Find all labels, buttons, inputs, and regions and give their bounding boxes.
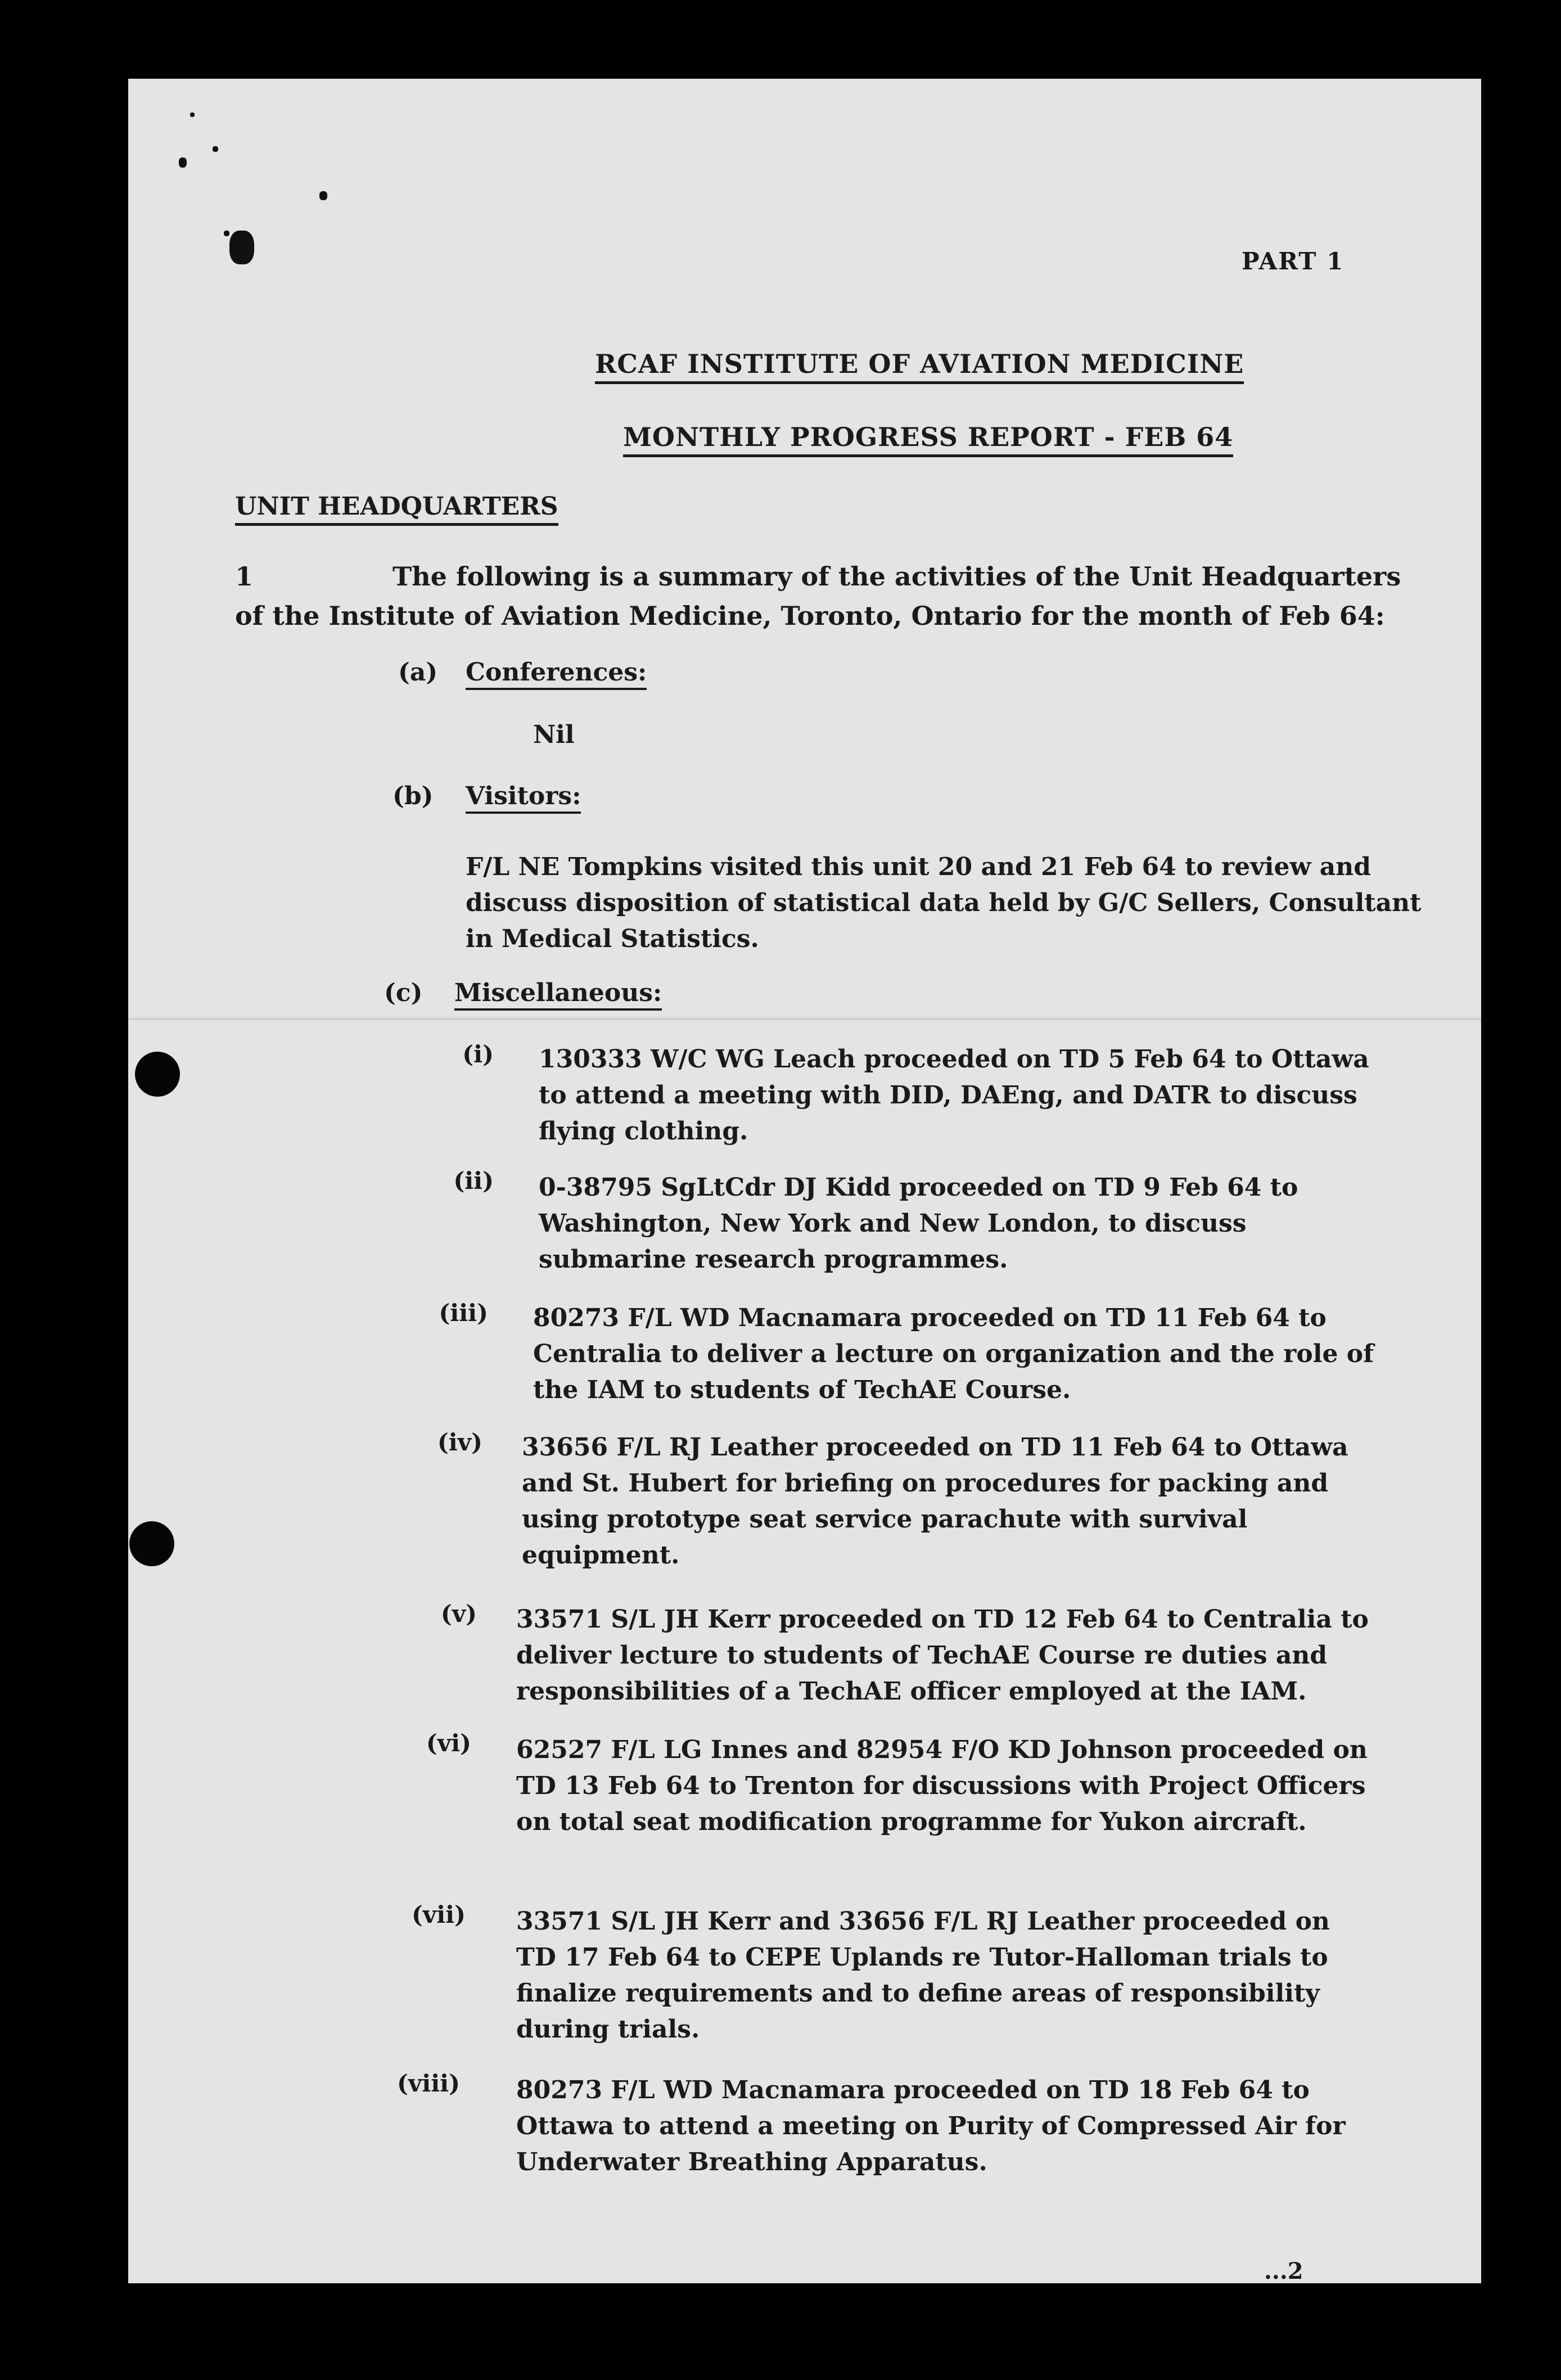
punch-hole bbox=[135, 1052, 180, 1097]
continuation-marker: ...2 bbox=[1264, 2258, 1303, 2283]
item-number: (ii) bbox=[453, 1167, 494, 1194]
ink-speck bbox=[319, 191, 327, 200]
item-text: 33571 S/L JH Kerr and 33656 F/L RJ Leather proceeded on TD 17 Feb 64 to CEPE Uplands re Tutor-Halloman trials to finalize requirements and to define areas of responsibility during trials. bbox=[516, 1907, 1330, 2044]
item-number: (iv) bbox=[437, 1428, 482, 1456]
ink-speck bbox=[190, 112, 195, 117]
item-number: (v) bbox=[440, 1600, 477, 1628]
item-text: 80273 F/L WD Macnamara proceeded on TD 11 Feb 64 to Centralia to deliver a lecture on organization and the role of the IAM to students of TechAE Course. bbox=[533, 1304, 1374, 1404]
visitors-text: F/L NE Tompkins visited this unit 20 and 21 Feb 64 to review and discuss disposition of statistical data held by G/C Sellers, Consultant in Medical Statistics. bbox=[466, 853, 1422, 953]
item-number: (iii) bbox=[439, 1299, 488, 1327]
ink-speck bbox=[179, 157, 187, 168]
item-number: (i) bbox=[462, 1040, 494, 1068]
paragraph-number: 1 bbox=[235, 561, 254, 592]
item-text: 80273 F/L WD Macnamara proceeded on TD 18 Feb 64 to Ottawa to attend a meeting on Purity of Compressed Air for Underwater Breathing Apparatus. bbox=[516, 2076, 1346, 2176]
report-title: RCAF INSTITUTE OF AVIATION MEDICINE bbox=[595, 349, 1244, 384]
item-number: (vii) bbox=[411, 1901, 466, 1928]
item-number: (viii) bbox=[396, 2070, 460, 2097]
conferences-text: Nil bbox=[533, 720, 575, 749]
intro-text: The following is a summary of the activities of the Unit Headquarters of the Institute of Aviation Medicine, Toronto, Ontario for the month of Feb 64: bbox=[235, 561, 1401, 631]
item-text: 62527 F/L LG Innes and 82954 F/O KD Johnson proceeded on TD 13 Feb 64 to Trenton for discussions with Project Officers on total seat modification programme for Yukon aircraft. bbox=[516, 1736, 1368, 1836]
page-fold-line bbox=[128, 1018, 1481, 1020]
visitors-heading: Visitors: bbox=[466, 782, 581, 814]
ink-speck bbox=[229, 231, 254, 264]
part-label: PART 1 bbox=[1242, 247, 1345, 275]
section-heading: UNIT HEADQUARTERS bbox=[235, 492, 558, 526]
intro-paragraph bbox=[235, 557, 1405, 635]
misc-heading: Miscellaneous: bbox=[454, 979, 662, 1011]
report-subtitle: MONTHLY PROGRESS REPORT - FEB 64 bbox=[623, 422, 1233, 457]
punch-hole bbox=[129, 1521, 174, 1566]
item-text: 33571 S/L JH Kerr proceeded on TD 12 Feb 64 to Centralia to deliver lecture to students of TechAE Course re duties and responsibilities of a TechAE officer employed at the IAM. bbox=[516, 1605, 1369, 1706]
item-text: 33656 F/L RJ Leather proceeded on TD 11 Feb 64 to Ottawa and St. Hubert for briefing on procedures for packing and using prototype seat service parachute with survival equipment. bbox=[522, 1433, 1348, 1570]
item-text: 130333 W/C WG Leach proceeded on TD 5 Feb 64 to Ottawa to attend a meeting with DID, DAEng, and DATR to discuss flying clothing. bbox=[539, 1045, 1369, 1146]
item-text: 0-38795 SgLtCdr DJ Kidd proceeded on TD 9 Feb 64 to Washington, New York and New London, to discuss submarine research programmes. bbox=[539, 1173, 1298, 1274]
conferences-heading: Conferences: bbox=[466, 658, 647, 690]
ink-speck bbox=[213, 146, 218, 152]
conferences-label: (a) bbox=[398, 658, 438, 687]
item-number: (vi) bbox=[426, 1729, 471, 1757]
misc-label: (c) bbox=[384, 979, 423, 1007]
ink-speck bbox=[224, 231, 229, 236]
document-page bbox=[128, 79, 1481, 2283]
visitors-label: (b) bbox=[392, 782, 434, 810]
